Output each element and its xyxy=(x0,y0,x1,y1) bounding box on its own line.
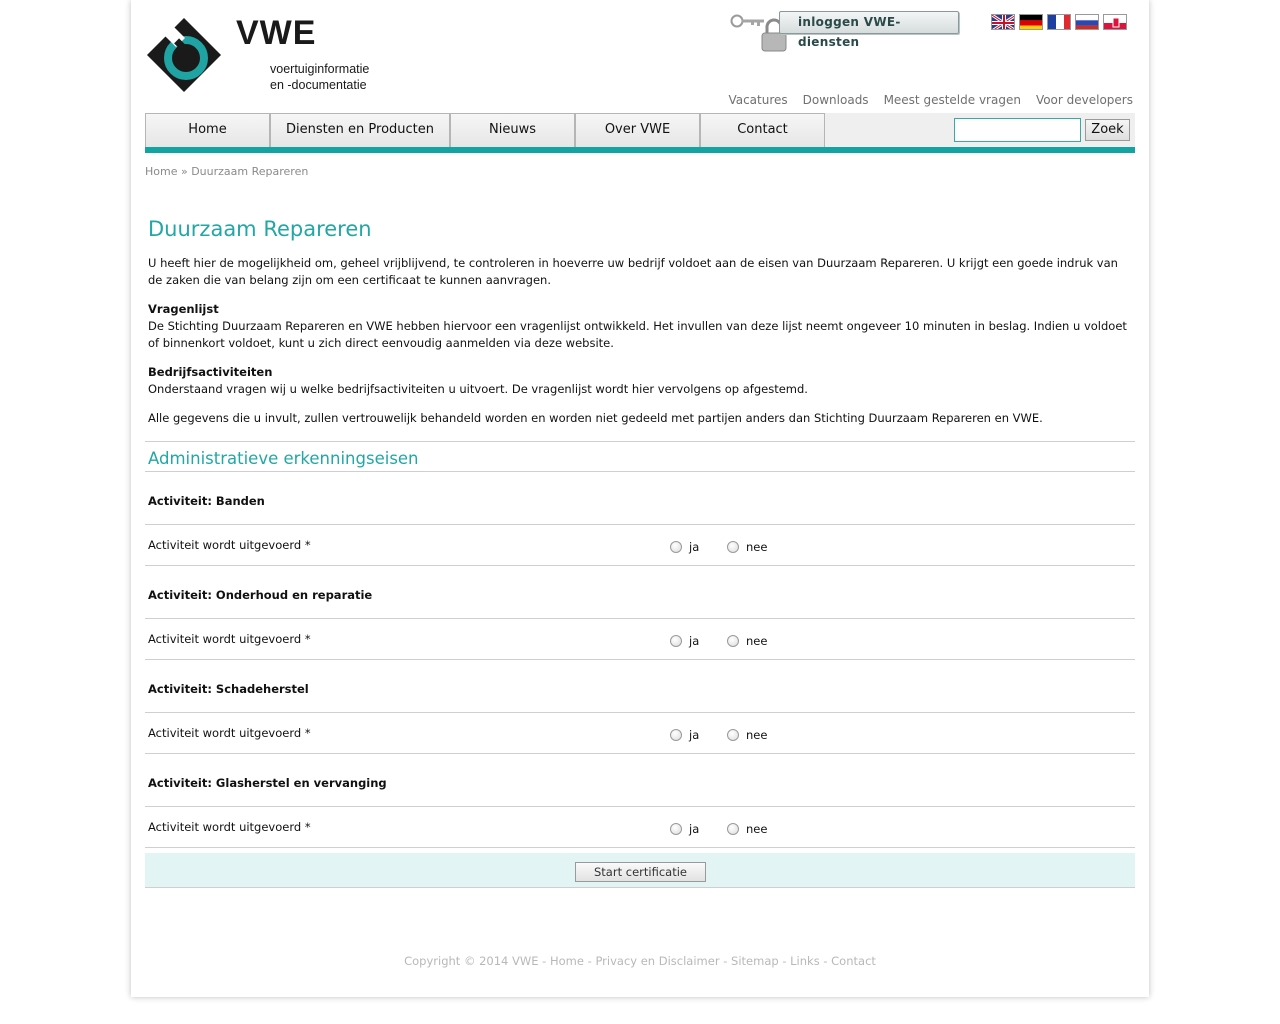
section-title: Administratieve erkenningseisen xyxy=(148,449,419,468)
radio-circle[interactable] xyxy=(670,823,682,835)
radio-circle[interactable] xyxy=(727,541,739,553)
divider xyxy=(145,441,1135,442)
radio-banden-ja[interactable] xyxy=(670,540,699,554)
radio-glasherstel-ja[interactable] xyxy=(670,822,699,836)
logo-tagline xyxy=(270,61,369,93)
radio-label: nee xyxy=(746,728,768,742)
intro-text: U heeft hier de mogelijkheid om, geheel vrijblijvend, te controleren in hoeverre uw bedrijf voldoet aan de eisen van Duurzaam Repareren. U krijgt een goede indruk van de zaken die van belang zijn om een certificaat te kunnen aanvragen. xyxy=(148,256,1118,287)
radio-label: nee xyxy=(746,634,768,648)
logo-tagline-line2: en -documentatie xyxy=(270,78,367,92)
radio-circle[interactable] xyxy=(727,635,739,647)
flag-russia-icon[interactable] xyxy=(1075,14,1099,30)
divider xyxy=(145,847,1135,848)
page-container xyxy=(131,0,1149,997)
radio-schadeherstel-nee[interactable] xyxy=(727,728,767,742)
radio-glasherstel-nee[interactable] xyxy=(727,822,767,836)
divider xyxy=(145,659,1135,660)
activity-question: Activiteit wordt uitgevoerd * xyxy=(148,538,311,552)
footer-copyright: Copyright © 2014 VWE xyxy=(404,954,539,968)
flag-uk-icon[interactable] xyxy=(991,14,1015,30)
radio-banden-nee[interactable] xyxy=(727,540,767,554)
language-switcher xyxy=(991,14,1127,30)
footer: Copyright © 2014 VWE - Home - Privacy en Disclaimer - Sitemap - Links - Contact xyxy=(404,954,876,968)
radio-label: ja xyxy=(689,540,700,554)
radio-label: ja xyxy=(689,728,700,742)
divider xyxy=(145,753,1135,754)
logo-tagline-line1: voertuiginformatie xyxy=(270,62,370,76)
toplink-vacatures[interactable]: Vacatures xyxy=(728,93,788,107)
radio-schadeherstel-ja[interactable] xyxy=(670,728,699,742)
flag-france-icon[interactable] xyxy=(1047,14,1071,30)
bedrijfsactiviteiten-text: Onderstaand vragen wij u welke bedrijfsactiviteiten u uitvoert. De vragenlijst wordt hier vervolgens op afgestemd. xyxy=(148,382,808,396)
activity-title-onderhoud: Activiteit: Onderhoud en reparatie xyxy=(148,588,373,602)
nav-tab-nieuws[interactable]: Nieuws xyxy=(450,113,575,147)
flag-poland-icon[interactable] xyxy=(1103,14,1127,30)
toplink-downloads[interactable]: Downloads xyxy=(802,93,869,107)
vragenlijst-heading: Vragenlijst xyxy=(148,302,219,316)
divider xyxy=(145,806,1135,807)
footer-link-links[interactable]: Links xyxy=(790,954,820,968)
radio-label: nee xyxy=(746,540,768,554)
divider xyxy=(145,471,1135,472)
radio-label: ja xyxy=(689,634,700,648)
footer-link-home[interactable]: Home xyxy=(550,954,584,968)
nav-tab-contact[interactable]: Contact xyxy=(700,113,825,147)
toplink-faq[interactable]: Meest gestelde vragen xyxy=(883,93,1021,107)
activity-title-schadeherstel: Activiteit: Schadeherstel xyxy=(148,682,309,696)
breadcrumb: Home » Duurzaam Repareren xyxy=(145,165,309,178)
bedrijfsactiviteiten-section xyxy=(148,364,1128,398)
top-links xyxy=(728,93,1133,107)
footer-link-privacy[interactable]: Privacy en Disclaimer xyxy=(595,954,720,968)
radio-circle[interactable] xyxy=(670,635,682,647)
search-input[interactable] xyxy=(954,118,1081,142)
radio-label: nee xyxy=(746,822,768,836)
radio-circle[interactable] xyxy=(670,541,682,553)
vragenlijst-section xyxy=(148,301,1128,352)
footer-link-contact[interactable]: Contact xyxy=(831,954,876,968)
radio-label: ja xyxy=(689,822,700,836)
nav-tab-diensten[interactable]: Diensten en Producten xyxy=(270,113,450,147)
page-title: Duurzaam Repareren xyxy=(148,217,372,241)
divider xyxy=(145,712,1135,713)
radio-onderhoud-ja[interactable] xyxy=(670,634,699,648)
activity-question: Activiteit wordt uitgevoerd * xyxy=(148,726,311,740)
activity-title-banden: Activiteit: Banden xyxy=(148,494,265,508)
divider xyxy=(145,618,1135,619)
flag-germany-icon[interactable] xyxy=(1019,14,1043,30)
radio-circle[interactable] xyxy=(727,823,739,835)
activity-question: Activiteit wordt uitgevoerd * xyxy=(148,820,311,834)
radio-circle[interactable] xyxy=(670,729,682,741)
start-certificatie-button[interactable]: Start certificatie xyxy=(575,862,706,882)
activity-question: Activiteit wordt uitgevoerd * xyxy=(148,632,311,646)
divider xyxy=(145,524,1135,525)
bedrijfsactiviteiten-heading: Bedrijfsactiviteiten xyxy=(148,365,273,379)
activity-title-glasherstel: Activiteit: Glasherstel en vervanging xyxy=(148,776,387,790)
privacy-text: Alle gegevens die u invult, zullen vertrouwelijk behandeld worden en worden niet gedeeld met partijen anders dan Stichting Duurzaam Repareren en VWE. xyxy=(148,411,1043,425)
nav-underline-bar xyxy=(145,147,1135,153)
divider xyxy=(145,565,1135,566)
nav-tab-home[interactable]: Home xyxy=(145,113,270,147)
radio-circle[interactable] xyxy=(727,729,739,741)
search-button[interactable]: Zoek xyxy=(1085,119,1130,141)
radio-onderhoud-nee[interactable] xyxy=(727,634,767,648)
toplink-developers[interactable]: Voor developers xyxy=(1035,93,1133,107)
logo-wordmark: VWE xyxy=(236,14,317,52)
nav-tab-over-vwe[interactable]: Over VWE xyxy=(575,113,700,147)
vwe-logo-icon[interactable] xyxy=(145,16,223,94)
vragenlijst-text: De Stichting Duurzaam Repareren en VWE hebben hiervoor een vragenlijst ontwikkeld. Het invullen van deze lijst neemt ongeveer 10 minuten in beslag. Indien u voldoet of binnenkort voldoet, kunt u zich direct eenvoudig aanmelden via deze website. xyxy=(148,319,1127,350)
footer-link-sitemap[interactable]: Sitemap xyxy=(731,954,779,968)
login-button[interactable]: inloggen VWE-diensten xyxy=(779,11,959,34)
